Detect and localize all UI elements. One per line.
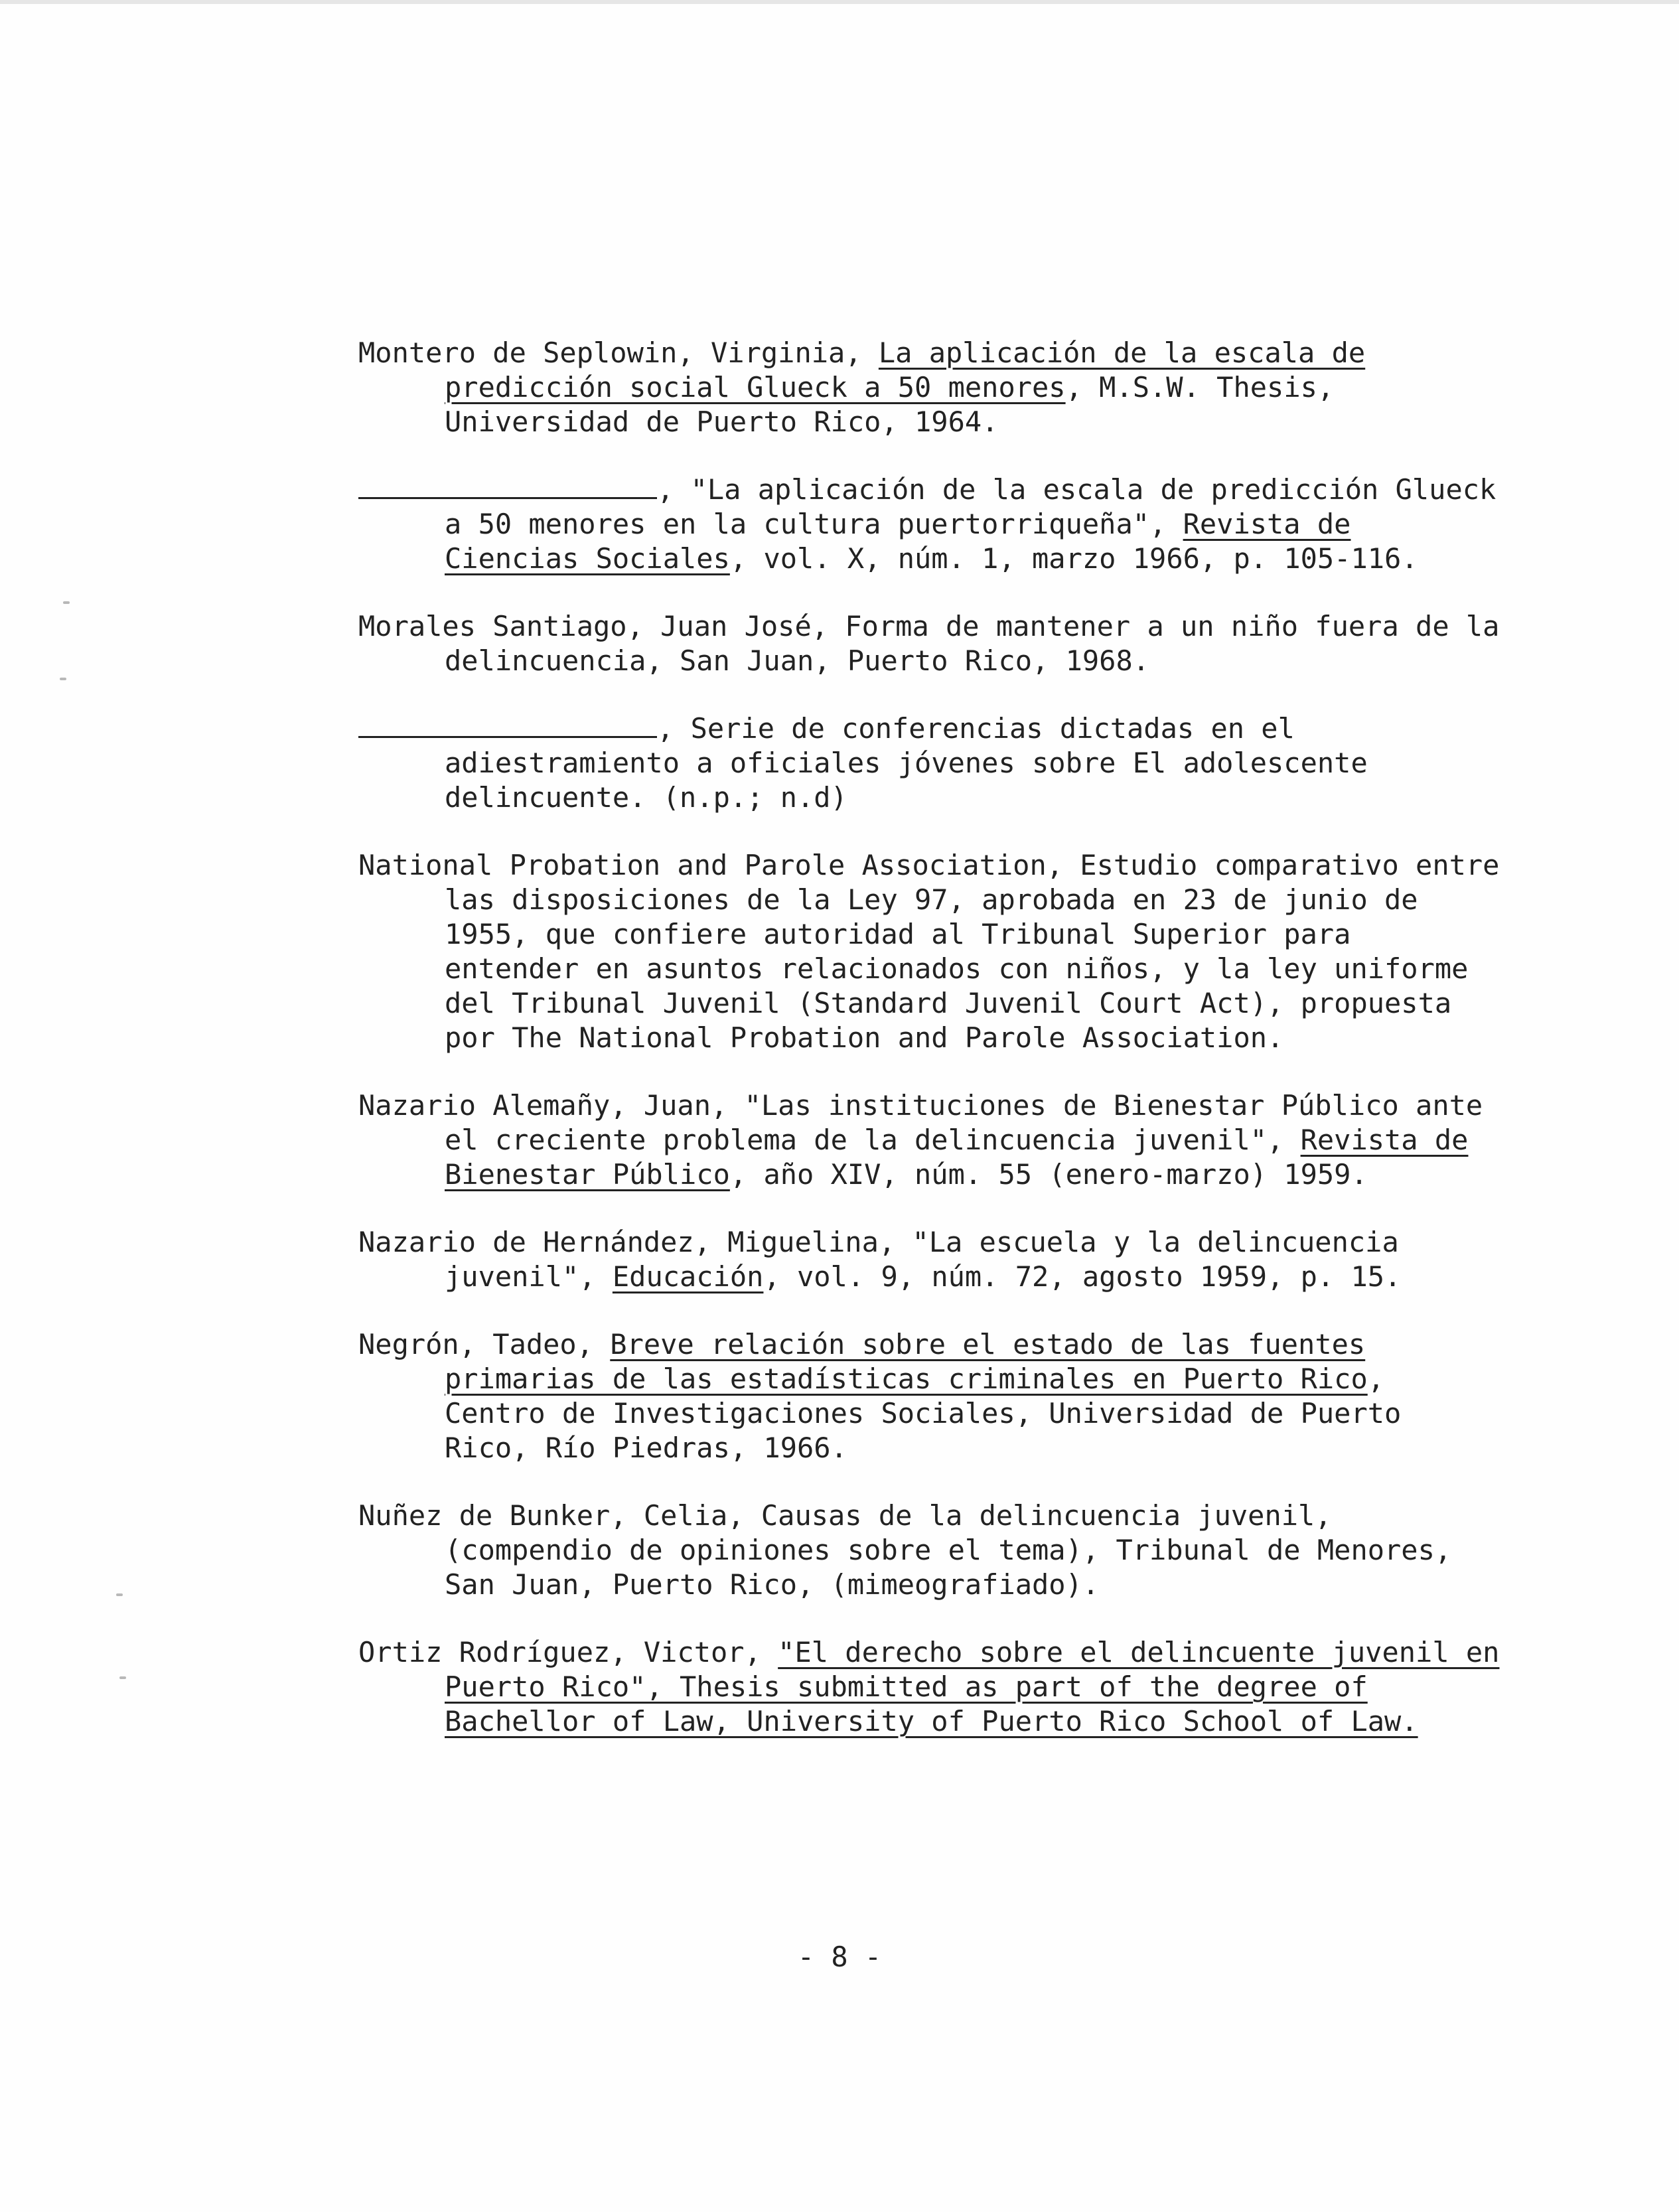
entry-title: , "La aplicación de la escala de predicción Glueck a 50 menores en la cultura puertorriqueña", xyxy=(445,473,1497,540)
scan-speck xyxy=(60,678,66,680)
ditto-line xyxy=(358,477,657,499)
entry-details: , vol. 9, núm. 72, agosto 1959, p. 15. xyxy=(763,1260,1402,1293)
scan-speck xyxy=(116,1593,123,1596)
entry-text: , Serie de conferencias dictadas en el adiestramiento a oficiales jóvenes sobre El adolescente delincuente. (n.p.; n.d) xyxy=(445,712,1368,814)
bibliography-entry-montero-article xyxy=(358,473,1500,576)
entry-details: , año XIV, núm. 55 (enero-marzo) 1959. xyxy=(729,1158,1368,1191)
entry-details: , M.S.W. Thesis, Universidad de Puerto Rico, 1964. xyxy=(445,371,1335,438)
entry-author: Ortiz Rodríguez, Victor, xyxy=(358,1636,778,1668)
entry-text: Morales Santiago, Juan José, Forma de mantener a un niño fuera de la delincuencia, San Juan, Puerto Rico, 1968. xyxy=(358,610,1500,677)
entry-title: Breve relación sobre el estado de las fuentes primarias de las estadísticas criminales en Puerto Rico xyxy=(445,1328,1368,1395)
entry-journal: Revista de Ciencias Sociales xyxy=(445,508,1351,575)
entry-details: , vol. X, núm. 1, marzo 1966, p. 105-116. xyxy=(729,542,1418,575)
bibliography-entry-morales-serie xyxy=(358,711,1500,815)
ditto-line xyxy=(358,716,657,738)
bibliography-entry-national-probation xyxy=(358,848,1500,1055)
entry-author: Nazario de Hernández, Miguelina, "La escuela y la delincuencia juvenil", xyxy=(358,1226,1399,1293)
entry-title: "El derecho sobre el delincuente juvenil en Puerto Rico", Thesis submitted as part of the degree of Bachellor of Law, University of Puerto Rico School of Law. xyxy=(445,1636,1500,1737)
entry-author: Negrón, Tadeo, xyxy=(358,1328,611,1361)
entry-journal: Educación xyxy=(612,1260,764,1293)
scan-speck xyxy=(63,601,70,604)
bibliography-entry-ortiz-rodriguez xyxy=(358,1635,1500,1739)
bibliography-list xyxy=(358,336,1500,1772)
entry-journal: Revista de Bienestar Público xyxy=(445,1124,1469,1191)
page-number: - 8 - xyxy=(797,1941,882,1973)
entry-text: Nuñez de Bunker, Celia, Causas de la delincuencia juvenil, (compendio de opiniones sobre el tema), Tribunal de Menores, San Juan, Puerto Rico, (mimeografiado). xyxy=(358,1499,1452,1601)
bibliography-entry-nunez-bunker xyxy=(358,1499,1500,1602)
entry-author: Nazario Alemañy, Juan, "Las instituciones de Bienestar Público ante el creciente problema de la delincuencia juvenil", xyxy=(358,1089,1483,1156)
bibliography-entry-negron xyxy=(358,1327,1500,1465)
bibliography-entry-morales-forma xyxy=(358,609,1500,678)
scan-speck xyxy=(119,1676,126,1679)
entry-title: La aplicación de la escala de predicción social Glueck a 50 menores xyxy=(445,336,1366,404)
bibliography-entry-nazario-hernandez xyxy=(358,1225,1500,1294)
entry-text: National Probation and Parole Association, Estudio comparativo entre las disposiciones de la Ley 97, aprobada en 23 de junio de 1955, que confiere autoridad al Tribunal Superior para entender en asuntos relacionados con niños, y la ley uniforme del Tribunal Juvenil (Standard Juvenil Court Act), propuesta por The National Probation and Parole Association. xyxy=(358,849,1500,1054)
entry-author: Montero de Seplowin, Virginia, xyxy=(358,336,879,369)
bibliography-entry-nazario-alemany xyxy=(358,1088,1500,1192)
bibliography-entry-montero-thesis xyxy=(358,336,1500,439)
entry-details: , Centro de Investigaciones Sociales, Universidad de Puerto Rico, Río Piedras, 1966. xyxy=(445,1363,1402,1464)
